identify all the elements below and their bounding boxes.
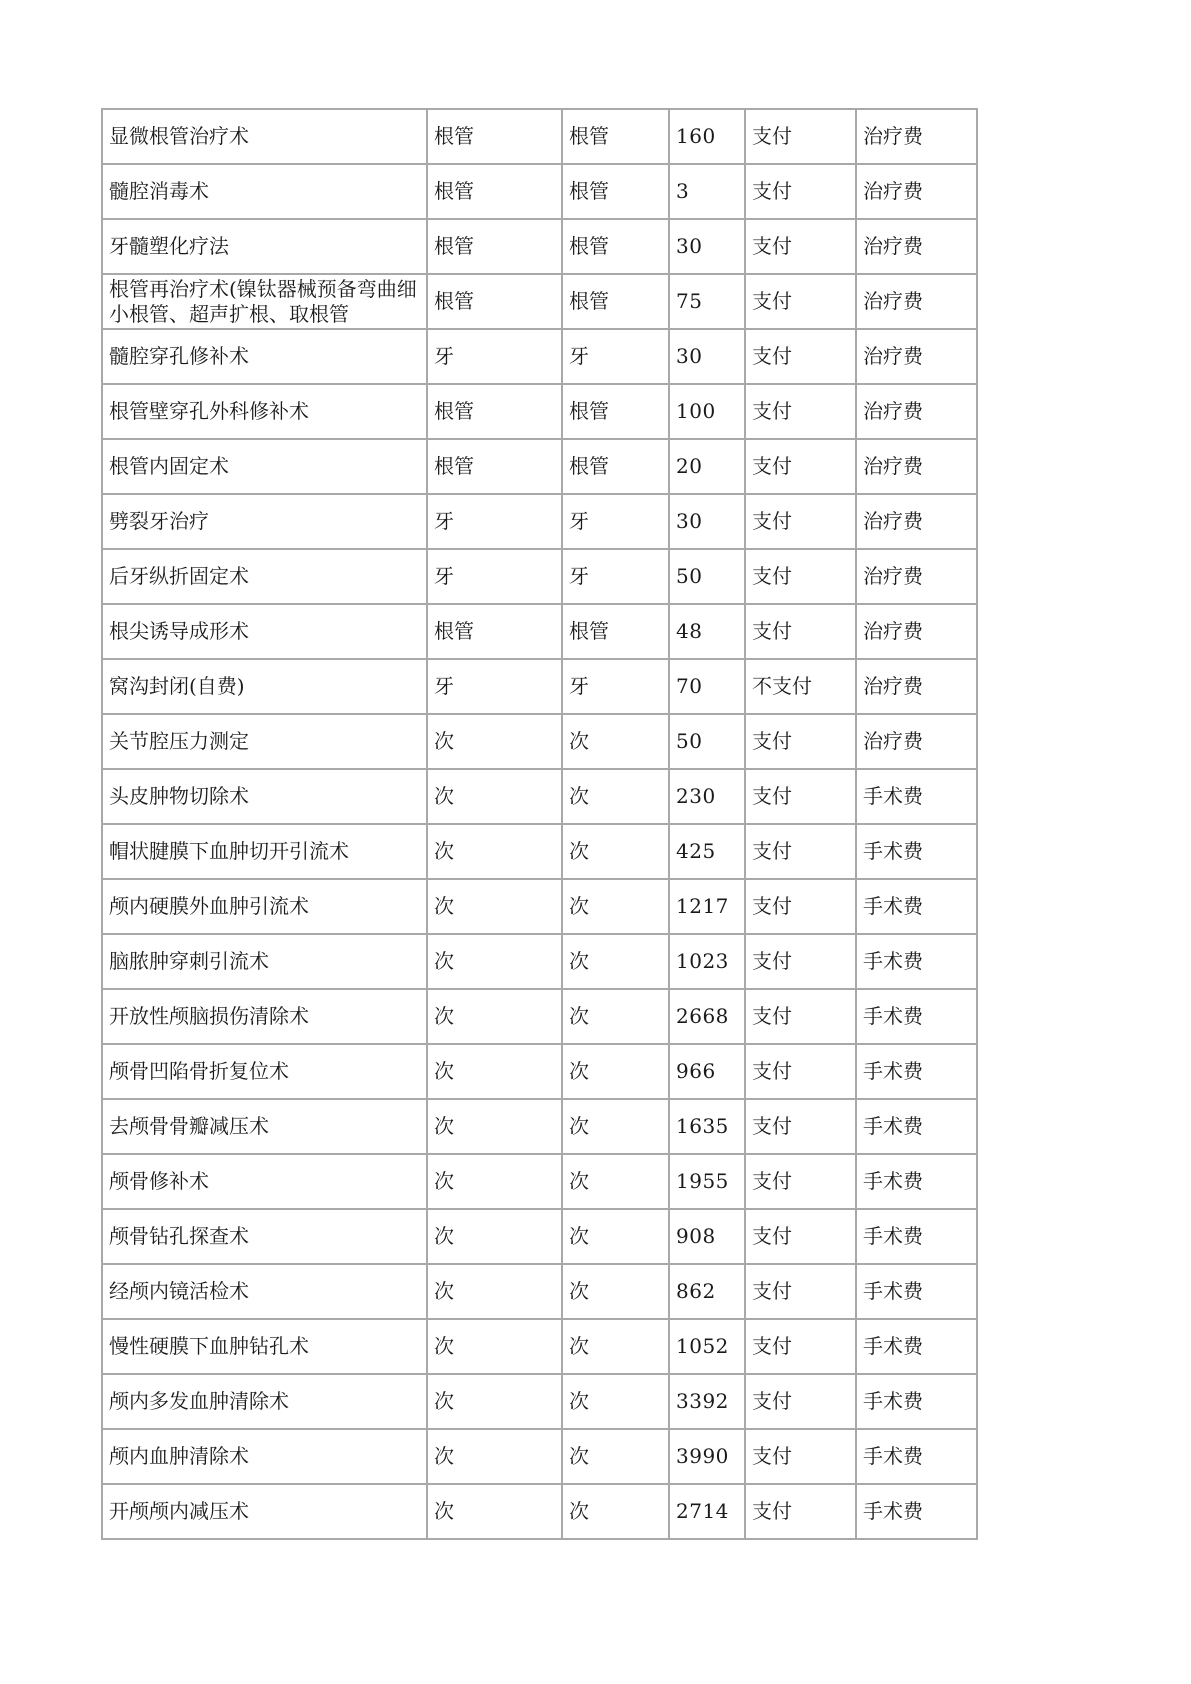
unit-secondary-cell: 次 bbox=[562, 1429, 669, 1484]
fee-table-body bbox=[102, 109, 977, 1539]
item-name-cell: 颅骨凹陷骨折复位术 bbox=[102, 1044, 427, 1099]
payment-status-cell: 支付 bbox=[745, 604, 856, 659]
unit-secondary-cell: 根管 bbox=[562, 384, 669, 439]
table-row bbox=[102, 439, 977, 494]
unit-cell: 次 bbox=[427, 989, 562, 1044]
table-row bbox=[102, 494, 977, 549]
table-row bbox=[102, 1044, 977, 1099]
unit-secondary-cell: 次 bbox=[562, 1154, 669, 1209]
table-row bbox=[102, 1374, 977, 1429]
fee-category-cell: 手术费 bbox=[856, 989, 977, 1044]
fee-category-cell: 手术费 bbox=[856, 1264, 977, 1319]
unit-cell: 次 bbox=[427, 1099, 562, 1154]
unit-cell: 次 bbox=[427, 1484, 562, 1539]
item-name-cell: 窝沟封闭(自费) bbox=[102, 659, 427, 714]
payment-status-cell: 支付 bbox=[745, 824, 856, 879]
table-row bbox=[102, 164, 977, 219]
price-cell: 1955 bbox=[669, 1154, 745, 1209]
unit-secondary-cell: 次 bbox=[562, 769, 669, 824]
item-name-cell: 帽状腱膜下血肿切开引流术 bbox=[102, 824, 427, 879]
unit-cell: 根管 bbox=[427, 604, 562, 659]
payment-status-cell: 支付 bbox=[745, 769, 856, 824]
item-name-cell: 关节腔压力测定 bbox=[102, 714, 427, 769]
price-cell: 20 bbox=[669, 439, 745, 494]
unit-cell: 根管 bbox=[427, 164, 562, 219]
unit-secondary-cell: 次 bbox=[562, 824, 669, 879]
fee-category-cell: 治疗费 bbox=[856, 604, 977, 659]
unit-secondary-cell: 根管 bbox=[562, 604, 669, 659]
fee-category-cell: 治疗费 bbox=[856, 329, 977, 384]
unit-cell: 牙 bbox=[427, 329, 562, 384]
fee-category-cell: 治疗费 bbox=[856, 714, 977, 769]
unit-secondary-cell: 次 bbox=[562, 1209, 669, 1264]
item-name-cell: 开颅颅内减压术 bbox=[102, 1484, 427, 1539]
unit-cell: 牙 bbox=[427, 659, 562, 714]
unit-cell: 次 bbox=[427, 824, 562, 879]
unit-secondary-cell: 牙 bbox=[562, 329, 669, 384]
unit-secondary-cell: 次 bbox=[562, 1319, 669, 1374]
fee-category-cell: 治疗费 bbox=[856, 164, 977, 219]
item-name-cell: 脑脓肿穿刺引流术 bbox=[102, 934, 427, 989]
price-cell: 1023 bbox=[669, 934, 745, 989]
unit-secondary-cell: 次 bbox=[562, 1264, 669, 1319]
unit-cell: 根管 bbox=[427, 274, 562, 329]
payment-status-cell: 支付 bbox=[745, 1264, 856, 1319]
table-row bbox=[102, 109, 977, 164]
fee-category-cell: 手术费 bbox=[856, 1099, 977, 1154]
item-name-cell: 头皮肿物切除术 bbox=[102, 769, 427, 824]
unit-cell: 根管 bbox=[427, 439, 562, 494]
unit-secondary-cell: 次 bbox=[562, 1374, 669, 1429]
fee-category-cell: 手术费 bbox=[856, 1319, 977, 1374]
price-cell: 50 bbox=[669, 714, 745, 769]
table-row bbox=[102, 274, 977, 329]
payment-status-cell: 支付 bbox=[745, 714, 856, 769]
table-row bbox=[102, 384, 977, 439]
item-name-cell: 开放性颅脑损伤清除术 bbox=[102, 989, 427, 1044]
table-row bbox=[102, 989, 977, 1044]
unit-cell: 次 bbox=[427, 1264, 562, 1319]
payment-status-cell: 支付 bbox=[745, 494, 856, 549]
price-cell: 1635 bbox=[669, 1099, 745, 1154]
fee-category-cell: 治疗费 bbox=[856, 274, 977, 329]
table-row bbox=[102, 659, 977, 714]
item-name-cell: 根管内固定术 bbox=[102, 439, 427, 494]
payment-status-cell: 支付 bbox=[745, 879, 856, 934]
payment-status-cell: 支付 bbox=[745, 989, 856, 1044]
table-row bbox=[102, 769, 977, 824]
fee-category-cell: 治疗费 bbox=[856, 439, 977, 494]
item-name-cell: 经颅内镜活检术 bbox=[102, 1264, 427, 1319]
price-cell: 3 bbox=[669, 164, 745, 219]
price-cell: 3392 bbox=[669, 1374, 745, 1429]
item-name-cell: 颅骨钻孔探查术 bbox=[102, 1209, 427, 1264]
price-cell: 862 bbox=[669, 1264, 745, 1319]
item-name-cell: 牙髓塑化疗法 bbox=[102, 219, 427, 274]
fee-category-cell: 手术费 bbox=[856, 1209, 977, 1264]
table-row bbox=[102, 1099, 977, 1154]
unit-secondary-cell: 次 bbox=[562, 989, 669, 1044]
fee-category-cell: 手术费 bbox=[856, 1154, 977, 1209]
payment-status-cell: 不支付 bbox=[745, 659, 856, 714]
table-row bbox=[102, 1319, 977, 1374]
price-cell: 1052 bbox=[669, 1319, 745, 1374]
price-cell: 3990 bbox=[669, 1429, 745, 1484]
item-name-cell: 劈裂牙治疗 bbox=[102, 494, 427, 549]
fee-category-cell: 治疗费 bbox=[856, 109, 977, 164]
table-row bbox=[102, 934, 977, 989]
payment-status-cell: 支付 bbox=[745, 1099, 856, 1154]
table-row bbox=[102, 1209, 977, 1264]
unit-secondary-cell: 牙 bbox=[562, 549, 669, 604]
item-name-cell: 颅骨修补术 bbox=[102, 1154, 427, 1209]
unit-secondary-cell: 次 bbox=[562, 1484, 669, 1539]
unit-secondary-cell: 牙 bbox=[562, 659, 669, 714]
item-name-cell: 颅内硬膜外血肿引流术 bbox=[102, 879, 427, 934]
price-cell: 30 bbox=[669, 494, 745, 549]
fee-category-cell: 手术费 bbox=[856, 934, 977, 989]
item-name-cell: 慢性硬膜下血肿钻孔术 bbox=[102, 1319, 427, 1374]
fee-category-cell: 治疗费 bbox=[856, 494, 977, 549]
unit-secondary-cell: 根管 bbox=[562, 109, 669, 164]
fee-category-cell: 手术费 bbox=[856, 1044, 977, 1099]
price-cell: 30 bbox=[669, 329, 745, 384]
price-cell: 48 bbox=[669, 604, 745, 659]
payment-status-cell: 支付 bbox=[745, 1154, 856, 1209]
payment-status-cell: 支付 bbox=[745, 164, 856, 219]
unit-cell: 牙 bbox=[427, 549, 562, 604]
fee-category-cell: 手术费 bbox=[856, 824, 977, 879]
unit-secondary-cell: 根管 bbox=[562, 219, 669, 274]
unit-secondary-cell: 根管 bbox=[562, 274, 669, 329]
price-cell: 2668 bbox=[669, 989, 745, 1044]
unit-secondary-cell: 次 bbox=[562, 1044, 669, 1099]
table-row bbox=[102, 1429, 977, 1484]
payment-status-cell: 支付 bbox=[745, 1374, 856, 1429]
unit-cell: 根管 bbox=[427, 219, 562, 274]
price-cell: 100 bbox=[669, 384, 745, 439]
unit-cell: 次 bbox=[427, 879, 562, 934]
item-name-cell: 髓腔消毒术 bbox=[102, 164, 427, 219]
payment-status-cell: 支付 bbox=[745, 549, 856, 604]
payment-status-cell: 支付 bbox=[745, 1209, 856, 1264]
table-row bbox=[102, 714, 977, 769]
item-name-cell: 根管壁穿孔外科修补术 bbox=[102, 384, 427, 439]
payment-status-cell: 支付 bbox=[745, 439, 856, 494]
price-cell: 75 bbox=[669, 274, 745, 329]
fee-category-cell: 手术费 bbox=[856, 769, 977, 824]
unit-cell: 次 bbox=[427, 1319, 562, 1374]
unit-cell: 次 bbox=[427, 1154, 562, 1209]
price-cell: 30 bbox=[669, 219, 745, 274]
price-cell: 70 bbox=[669, 659, 745, 714]
fee-category-cell: 手术费 bbox=[856, 1374, 977, 1429]
unit-cell: 次 bbox=[427, 769, 562, 824]
fee-category-cell: 治疗费 bbox=[856, 219, 977, 274]
unit-cell: 根管 bbox=[427, 384, 562, 439]
item-name-cell: 去颅骨骨瓣减压术 bbox=[102, 1099, 427, 1154]
unit-cell: 次 bbox=[427, 1209, 562, 1264]
unit-cell: 次 bbox=[427, 1374, 562, 1429]
payment-status-cell: 支付 bbox=[745, 384, 856, 439]
payment-status-cell: 支付 bbox=[745, 1484, 856, 1539]
item-name-cell: 后牙纵折固定术 bbox=[102, 549, 427, 604]
payment-status-cell: 支付 bbox=[745, 1429, 856, 1484]
unit-cell: 根管 bbox=[427, 109, 562, 164]
table-row bbox=[102, 1154, 977, 1209]
fee-category-cell: 治疗费 bbox=[856, 549, 977, 604]
item-name-cell: 根尖诱导成形术 bbox=[102, 604, 427, 659]
item-name-cell: 髓腔穿孔修补术 bbox=[102, 329, 427, 384]
unit-secondary-cell: 根管 bbox=[562, 439, 669, 494]
price-cell: 230 bbox=[669, 769, 745, 824]
price-cell: 966 bbox=[669, 1044, 745, 1099]
unit-secondary-cell: 次 bbox=[562, 714, 669, 769]
fee-table bbox=[101, 108, 978, 1540]
unit-cell: 次 bbox=[427, 714, 562, 769]
table-row bbox=[102, 549, 977, 604]
item-name-cell: 显微根管治疗术 bbox=[102, 109, 427, 164]
unit-cell: 次 bbox=[427, 1429, 562, 1484]
unit-cell: 牙 bbox=[427, 494, 562, 549]
payment-status-cell: 支付 bbox=[745, 1319, 856, 1374]
unit-cell: 次 bbox=[427, 934, 562, 989]
price-cell: 1217 bbox=[669, 879, 745, 934]
unit-secondary-cell: 次 bbox=[562, 934, 669, 989]
table-row bbox=[102, 1484, 977, 1539]
payment-status-cell: 支付 bbox=[745, 109, 856, 164]
fee-category-cell: 手术费 bbox=[856, 1429, 977, 1484]
payment-status-cell: 支付 bbox=[745, 934, 856, 989]
unit-secondary-cell: 根管 bbox=[562, 164, 669, 219]
fee-category-cell: 治疗费 bbox=[856, 659, 977, 714]
price-cell: 2714 bbox=[669, 1484, 745, 1539]
unit-secondary-cell: 牙 bbox=[562, 494, 669, 549]
price-cell: 160 bbox=[669, 109, 745, 164]
price-cell: 908 bbox=[669, 1209, 745, 1264]
unit-secondary-cell: 次 bbox=[562, 879, 669, 934]
item-name-cell: 颅内血肿清除术 bbox=[102, 1429, 427, 1484]
payment-status-cell: 支付 bbox=[745, 274, 856, 329]
payment-status-cell: 支付 bbox=[745, 1044, 856, 1099]
price-cell: 50 bbox=[669, 549, 745, 604]
item-name-cell: 根管再治疗术(镍钛器械预备弯曲细小根管、超声扩根、取根管 bbox=[102, 274, 427, 329]
unit-cell: 次 bbox=[427, 1044, 562, 1099]
item-name-cell: 颅内多发血肿清除术 bbox=[102, 1374, 427, 1429]
fee-category-cell: 治疗费 bbox=[856, 384, 977, 439]
fee-category-cell: 手术费 bbox=[856, 1484, 977, 1539]
table-row bbox=[102, 879, 977, 934]
table-row bbox=[102, 1264, 977, 1319]
table-row bbox=[102, 219, 977, 274]
unit-secondary-cell: 次 bbox=[562, 1099, 669, 1154]
payment-status-cell: 支付 bbox=[745, 329, 856, 384]
document-page bbox=[101, 108, 978, 1540]
price-cell: 425 bbox=[669, 824, 745, 879]
table-row bbox=[102, 604, 977, 659]
table-row bbox=[102, 824, 977, 879]
table-row bbox=[102, 329, 977, 384]
payment-status-cell: 支付 bbox=[745, 219, 856, 274]
fee-category-cell: 手术费 bbox=[856, 879, 977, 934]
